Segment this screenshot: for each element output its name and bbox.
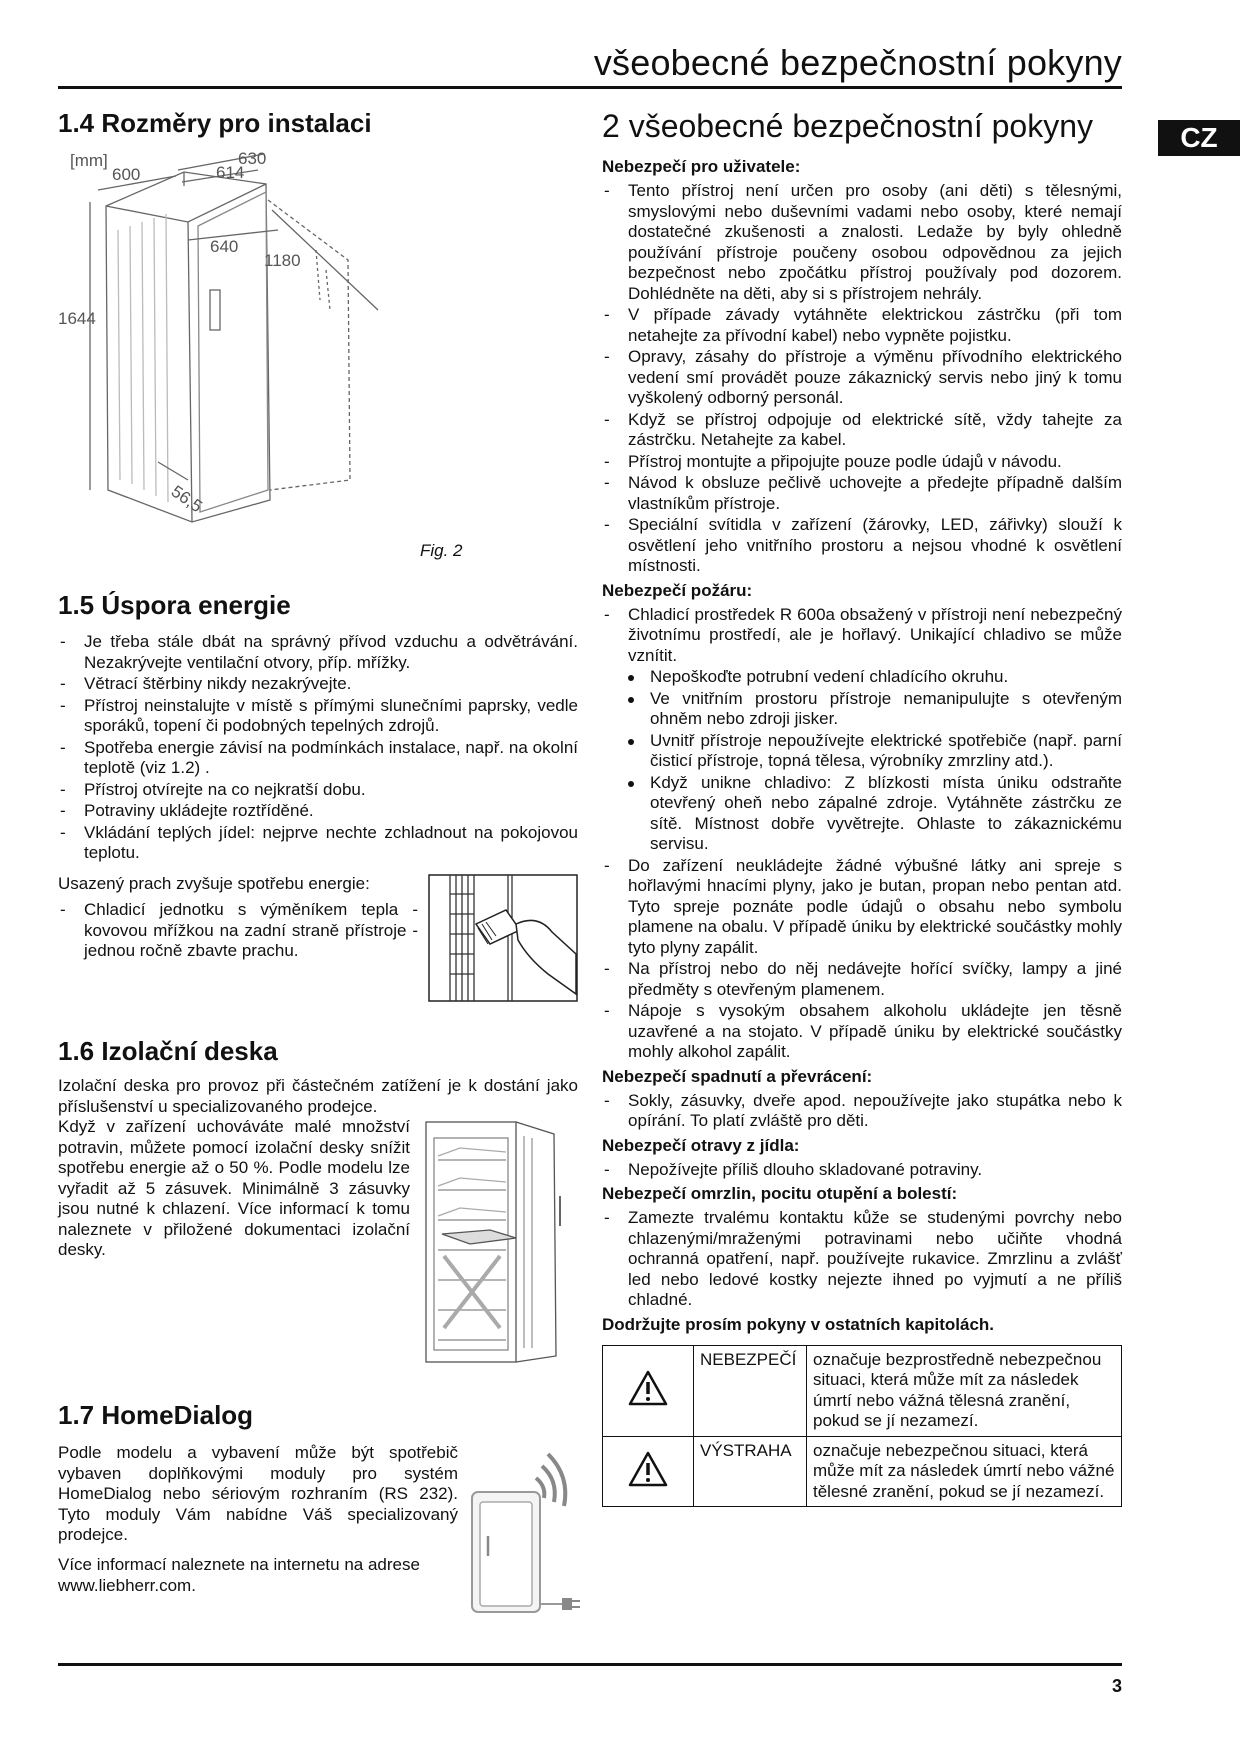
user-danger-item: - Speciální svítidla v zařízení (žárovky, LED, zářivky) slouží k osvětlení jeho vnitřního prostoru a nejsou vhodné k osvětlení místnosti. bbox=[602, 515, 1122, 577]
section-title-2: 2 všeobecné bezpečnostní pokyny bbox=[602, 108, 1093, 144]
dim-1180: 1180 bbox=[264, 251, 301, 270]
dim-614: 614 bbox=[216, 163, 245, 182]
fire-danger-item: - Do zařízení neukládejte žádné výbušné látky ani spreje s hořlavými hnacími plyny, jako je butan, propan nebo pentan atd. Tyto spreje poznáte podle údajů o obsahu nebo symbolu plamene na obalu. V případě úniku by elektrické součástky mohly tyto plyny zapálit. bbox=[602, 856, 1122, 959]
dim-1644: 1644 bbox=[58, 309, 96, 328]
hand-icon bbox=[516, 920, 576, 994]
fire-danger-list-2 bbox=[602, 856, 1122, 1063]
warning-level-description: označuje bezprostředně nebezpečnou situaci, která může mít za následek úmrtí nebo vážná tělesná zranění, pokud se jí nezamezí. bbox=[807, 1345, 1122, 1436]
section-title-1-6: 1.6 Izolační deska bbox=[58, 1036, 278, 1066]
energy-item: - Potraviny ukládejte roztříděné. bbox=[58, 801, 578, 822]
condenser-cleaning-illustration bbox=[428, 874, 578, 1002]
energy-item: - Větrací štěrbiny nikdy nezakrývejte. bbox=[58, 674, 578, 695]
fire-danger-item: - Chladicí prostředek R 600a obsažený v přístroji není nebezpečný životnímu prostředí, ale je hořlavý. Unikající chladivo se může vznítit. bbox=[602, 605, 1122, 667]
homedialog-para-1: Podle modelu a vybavení může být spotřebič vybaven doplňkovými moduly pro systém HomeDialog nebo sériovým rozhraním (RS 232). Tyto moduly Vám nabídne Váš specializovaný prodejce. bbox=[58, 1443, 458, 1544]
safety-content bbox=[602, 157, 1122, 1507]
dust-list bbox=[58, 900, 418, 963]
fall-danger-item: - Sokly, zásuvky, dveře apod. nepoužívejte jako stupátka nebo k opírání. To platí zvláště pro děti. bbox=[602, 1091, 1122, 1132]
warning-levels-table bbox=[602, 1345, 1122, 1508]
insulation-para-2: Když v zařízení uchováváte malé množství potravin, můžete pomocí izolační desky snížit spotřebu energie až o 50 %. Podle modelu lze vyřadit až 5 zásuvek. Minimálně 3 zásuvky jsou nutné k chlazení. Více informací k tomu naleznete v přiložené dokumentaci izolační desky. bbox=[58, 1117, 410, 1259]
warning-level-label: VÝSTRAHA bbox=[694, 1436, 807, 1507]
dust-intro: Usazený prach zvyšuje spotřebu energie: bbox=[58, 874, 370, 893]
user-danger-item: - Když se přístroj odpojuje od elektrické sítě, vždy tahejte za zástrčku. Netahejte za kabel. bbox=[602, 410, 1122, 451]
energy-item: - Je třeba stále dbát na správný přívod vzduchu a odvětrávání. Nezakrývejte ventilační otvory, příp. mřížky. bbox=[58, 632, 578, 673]
footer-rule bbox=[58, 1663, 1122, 1666]
user-danger-item: - Návod k obsluze pečlivě uchovejte a předejte případně dalším vlastníkům přístroje. bbox=[602, 473, 1122, 514]
fire-danger-subitem: Ve vnitřním prostoru přístroje nemanipulujte s otevřeným ohněm nebo zdroji jisker. bbox=[602, 689, 1122, 730]
dim-line-56-5 bbox=[158, 462, 188, 480]
fire-danger-subitem: Uvnitř přístroje nepoužívejte elektrické spotřebiče (např. parní čisticí přístroje, topná tělesa, výrobníky zmrzliny atd.). bbox=[602, 731, 1122, 772]
dust-item: - Chladicí jednotku s výměníkem tepla - kovovou mřížkou na zadní straně přístroje - jednou ročně zbavte prachu. bbox=[58, 900, 418, 962]
dim-630: 630 bbox=[238, 150, 267, 168]
user-danger-item: - Tento přístroj není určen pro osoby (ani děti) s tělesnými, smyslovými nebo duševními vadami nebo osoby, které nemají dostatečné zkušenosti a znalosti. Ledaže by byly ohledně používání přístroje poučeny osobou odpovědnou za jejich bezpečnost nebo zpočátku přístroj používaly pod dozorem. Dohlédněte na děti, aby si s přístrojem nehrály. bbox=[602, 181, 1122, 304]
figure-caption: Fig. 2 bbox=[420, 541, 463, 560]
header-rule bbox=[58, 86, 1122, 89]
homedialog-para-2: Více informací naleznete na internetu na adrese www.liebherr.com. bbox=[58, 1555, 420, 1595]
page-number: 3 bbox=[1111, 1676, 1122, 1696]
language-tab: CZ bbox=[1158, 120, 1240, 156]
section-title-1-5: 1.5 Úspora energie bbox=[58, 590, 291, 620]
user-danger-item: - Přístroj montujte a připojujte pouze podle údajů v návodu. bbox=[602, 452, 1122, 473]
fire-danger-sublist bbox=[602, 667, 1122, 855]
running-header: všeobecné bezpečnostní pokyny bbox=[593, 42, 1122, 83]
food-danger-item: - Nepožívejte příliš dlouho skladované potraviny. bbox=[602, 1160, 1122, 1181]
dim-600: 600 bbox=[112, 165, 141, 184]
other-chapters-note: Dodržujte prosím pokyny v ostatních kapitolách. bbox=[602, 1314, 995, 1334]
insulation-para-1: Izolační deska pro provoz při částečném zatížení je k dostání jako příslušenství u specializovaného prodejce. bbox=[58, 1076, 578, 1116]
frost-danger-heading: Nebezpečí omrzlin, pocitu otupění a bolestí: bbox=[602, 1184, 958, 1203]
energy-item: - Přístroj neinstalujte v místě s přímými slunečními paprsky, vedle sporáků, topení či podobných tepelných zdrojů. bbox=[58, 696, 578, 737]
energy-list bbox=[58, 632, 578, 865]
warning-triangle-icon bbox=[628, 1451, 668, 1487]
fire-danger-item: - Nápoje s vysokým obsahem alkoholu ukládejte jen těsně uzavřené a na stojato. V případě úniku by elektrické součástky mohly alkohol zapálit. bbox=[602, 1001, 1122, 1063]
warning-icon-cell bbox=[603, 1436, 694, 1507]
homedialog-illustration bbox=[466, 1448, 586, 1618]
warning-icon-cell bbox=[603, 1345, 694, 1436]
warning-triangle-icon bbox=[628, 1370, 668, 1406]
warning-level-description: označuje nebezpečnou situaci, která může mít za následek úmrtí nebo vážné tělesné zranění, pokud se jí nezamezí. bbox=[807, 1436, 1122, 1507]
warning-level-label: NEBEZPEČÍ bbox=[694, 1345, 807, 1436]
fire-danger-list bbox=[602, 605, 1122, 667]
dimension-diagram bbox=[58, 150, 478, 562]
table-row bbox=[603, 1345, 1122, 1436]
dim-unit: [mm] bbox=[70, 151, 108, 170]
fall-danger-heading: Nebezpečí spadnutí a převrácení: bbox=[602, 1066, 873, 1086]
insulation-plate-illustration bbox=[420, 1116, 580, 1370]
dim-640: 640 bbox=[210, 237, 239, 256]
frost-danger-item: - Zamezte trvalému kontaktu kůže se studenými povrchy nebo chlazenými/mraženými potravinami nebo učiňte vhodná ochranná opatření, např. používejte rukavice. Zmrzlinu a zvlášť led nebo ledové kostky nejezte ihned po vyjmutí a ne příliš chladné. bbox=[602, 1208, 1122, 1311]
user-danger-heading: Nebezpečí pro uživatele: bbox=[602, 157, 801, 176]
section-title-1-7: 1.7 HomeDialog bbox=[58, 1400, 254, 1430]
user-danger-item: - Opravy, zásahy do přístroje a výměnu přívodního elektrického vedení smí provádět pouze zákaznický servis nebo jiný k tomu vyškolený odborný personál. bbox=[602, 347, 1122, 409]
fire-danger-subitem: Když unikne chladivo: Z blízkosti místa úniku odstraňte otevřený oheň nebo zápalné zdroje. Vytáhněte zástrčku ze sítě. Místnost dobře vyvětrejte. Ohlaste to zákaznickému servisu. bbox=[602, 773, 1122, 855]
user-danger-item: - V případe závady vytáhněte elektrickou zástrčku (při tom netahejte za přívodní kabel) nebo vypněte pojistku. bbox=[602, 305, 1122, 346]
table-row bbox=[603, 1436, 1122, 1507]
fire-danger-item: - Na přístroj nebo do něj nedávejte hořící svíčky, lampy a jiné předměty s otevřeným plamenem. bbox=[602, 959, 1122, 1000]
food-danger-heading: Nebezpečí otravy z jídla: bbox=[602, 1135, 800, 1155]
energy-item: - Přístroj otvírejte na co nejkratší dobu. bbox=[58, 780, 578, 801]
energy-item: - Spotřeba energie závisí na podmínkách instalace, např. na okolní teplotě (viz 1.2) . bbox=[58, 738, 578, 779]
dim-56-5: 56,5 bbox=[167, 481, 206, 517]
food-danger-list bbox=[602, 1160, 1122, 1181]
plug-icon bbox=[562, 1598, 572, 1610]
fall-danger-list bbox=[602, 1091, 1122, 1132]
fire-danger-heading: Nebezpečí požáru: bbox=[602, 580, 753, 600]
fire-danger-subitem: Nepoškoďte potrubní vedení chladícího okruhu. bbox=[602, 667, 1122, 688]
section-title-1-4: 1.4 Rozměry pro instalaci bbox=[58, 108, 372, 138]
frost-danger-list bbox=[602, 1208, 1122, 1311]
user-danger-list bbox=[602, 181, 1122, 577]
energy-item: - Vkládání teplých jídel: nejprve nechte zchladnout na pokojovou teplotu. bbox=[58, 823, 578, 864]
